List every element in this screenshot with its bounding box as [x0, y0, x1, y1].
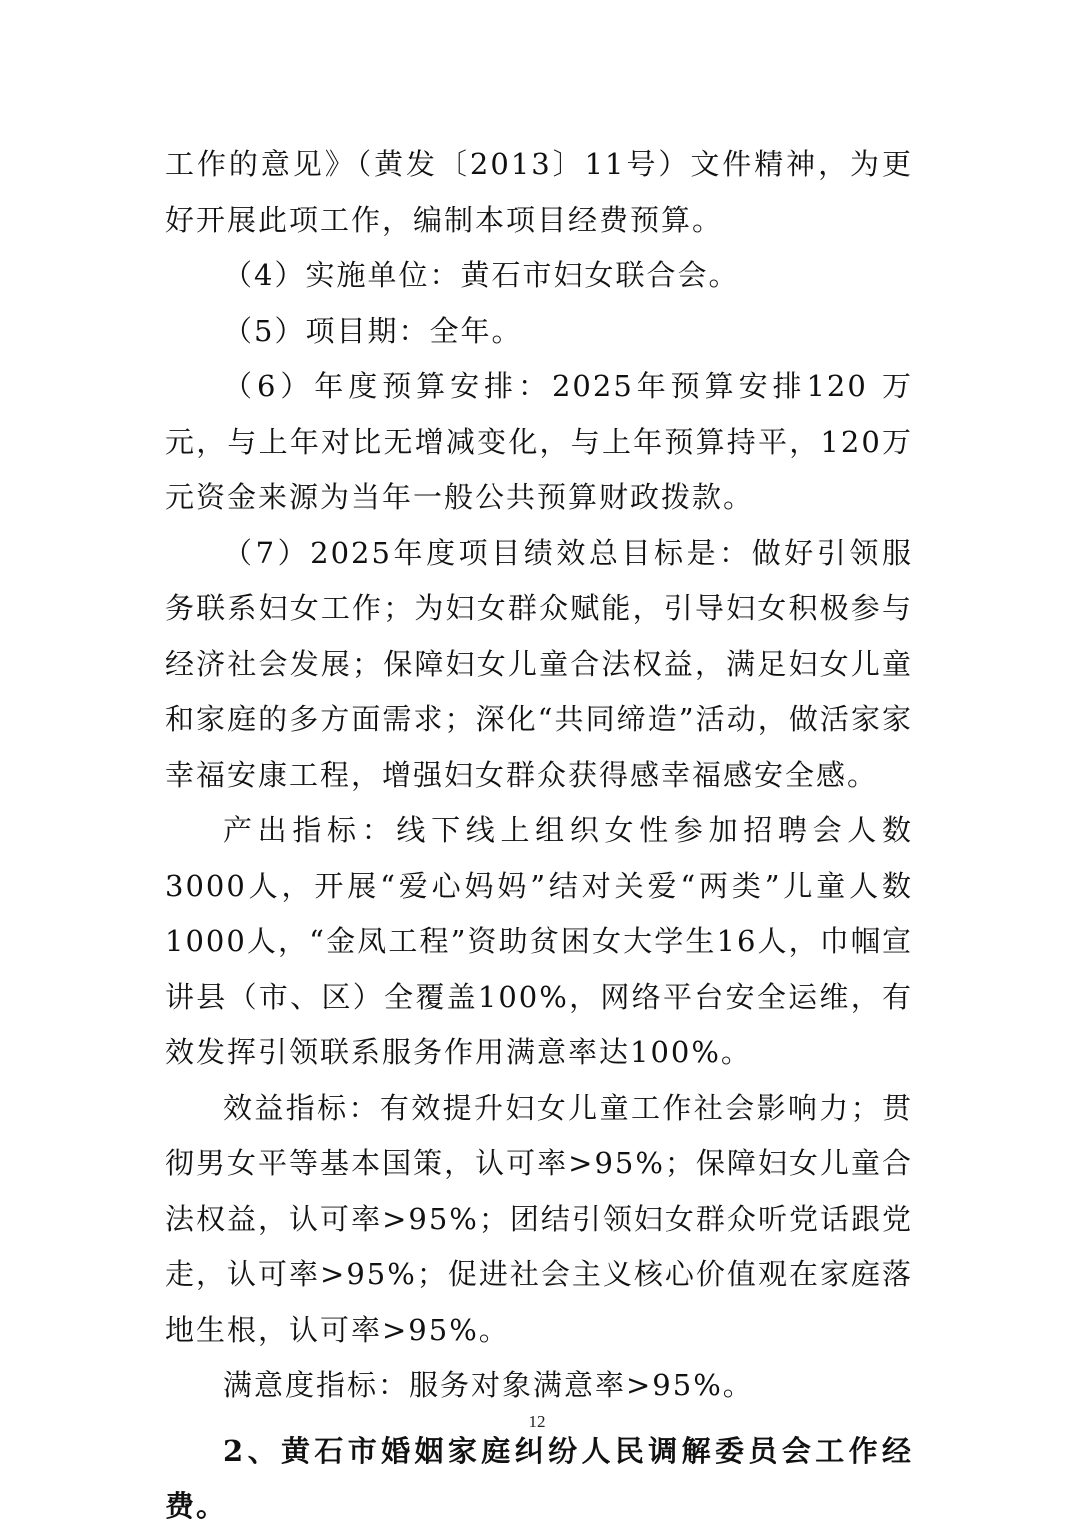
document-body — [165, 137, 913, 1535]
paragraph-satisfaction-indicators: 满意度指标：服务对象满意率>95%。 — [223, 1368, 754, 1402]
page-number: 12 — [528, 1412, 546, 1431]
paragraph-project-period: （5）项目期：全年。 — [223, 313, 523, 348]
paragraph-continuation: 工作的意见》（黄发〔2013〕11号）文件精神，为更好开展此项工作，编制本项目经费预算。 — [165, 147, 913, 237]
paragraph-annual-budget: （6）年度预算安排：2025年预算安排120 万元，与上年对比无增减变化，与上年预算持平，120万元资金来源为当年一般公共预算财政拨款。 — [165, 369, 913, 514]
paragraph-output-indicators: 产出指标：线下线上组织女性参加招聘会人数3000人，开展“爱心妈妈”结对关爱“两类”儿童人数1000人，“金凤工程”资助贫困女大学生16人，巾帼宣讲县（市、区）全覆盖100%，网络平台安全运维，有效发挥引领联系服务作用满意率达100%。 — [165, 813, 913, 1069]
paragraph-benefit-indicators: 效益指标：有效提升妇女儿童工作社会影响力；贯彻男女平等基本国策，认可率>95%；保障妇女儿童合法权益，认可率>95%；团结引领妇女群众听党话跟党走，认可率>95%；促进社会主义核心价值观在家庭落地生根，认可率>95%。 — [165, 1090, 913, 1347]
paragraph-performance-goal: （7）2025年度项目绩效总目标是：做好引领服务联系妇女工作；为妇女群众赋能，引导妇女积极参与经济社会发展；保障妇女儿童合法权益，满足妇女儿童和家庭的多方面需求；深化“共同缔造”活动，做活家家幸福安康工程，增强妇女群众获得感幸福感安全感。 — [165, 535, 913, 792]
paragraph-implementing-unit: （4）实施单位：黄石市妇女联合会。 — [223, 258, 740, 292]
section-heading: 2、黄石市婚姻家庭纠纷人民调解委员会工作经费。 — [165, 1433, 913, 1523]
